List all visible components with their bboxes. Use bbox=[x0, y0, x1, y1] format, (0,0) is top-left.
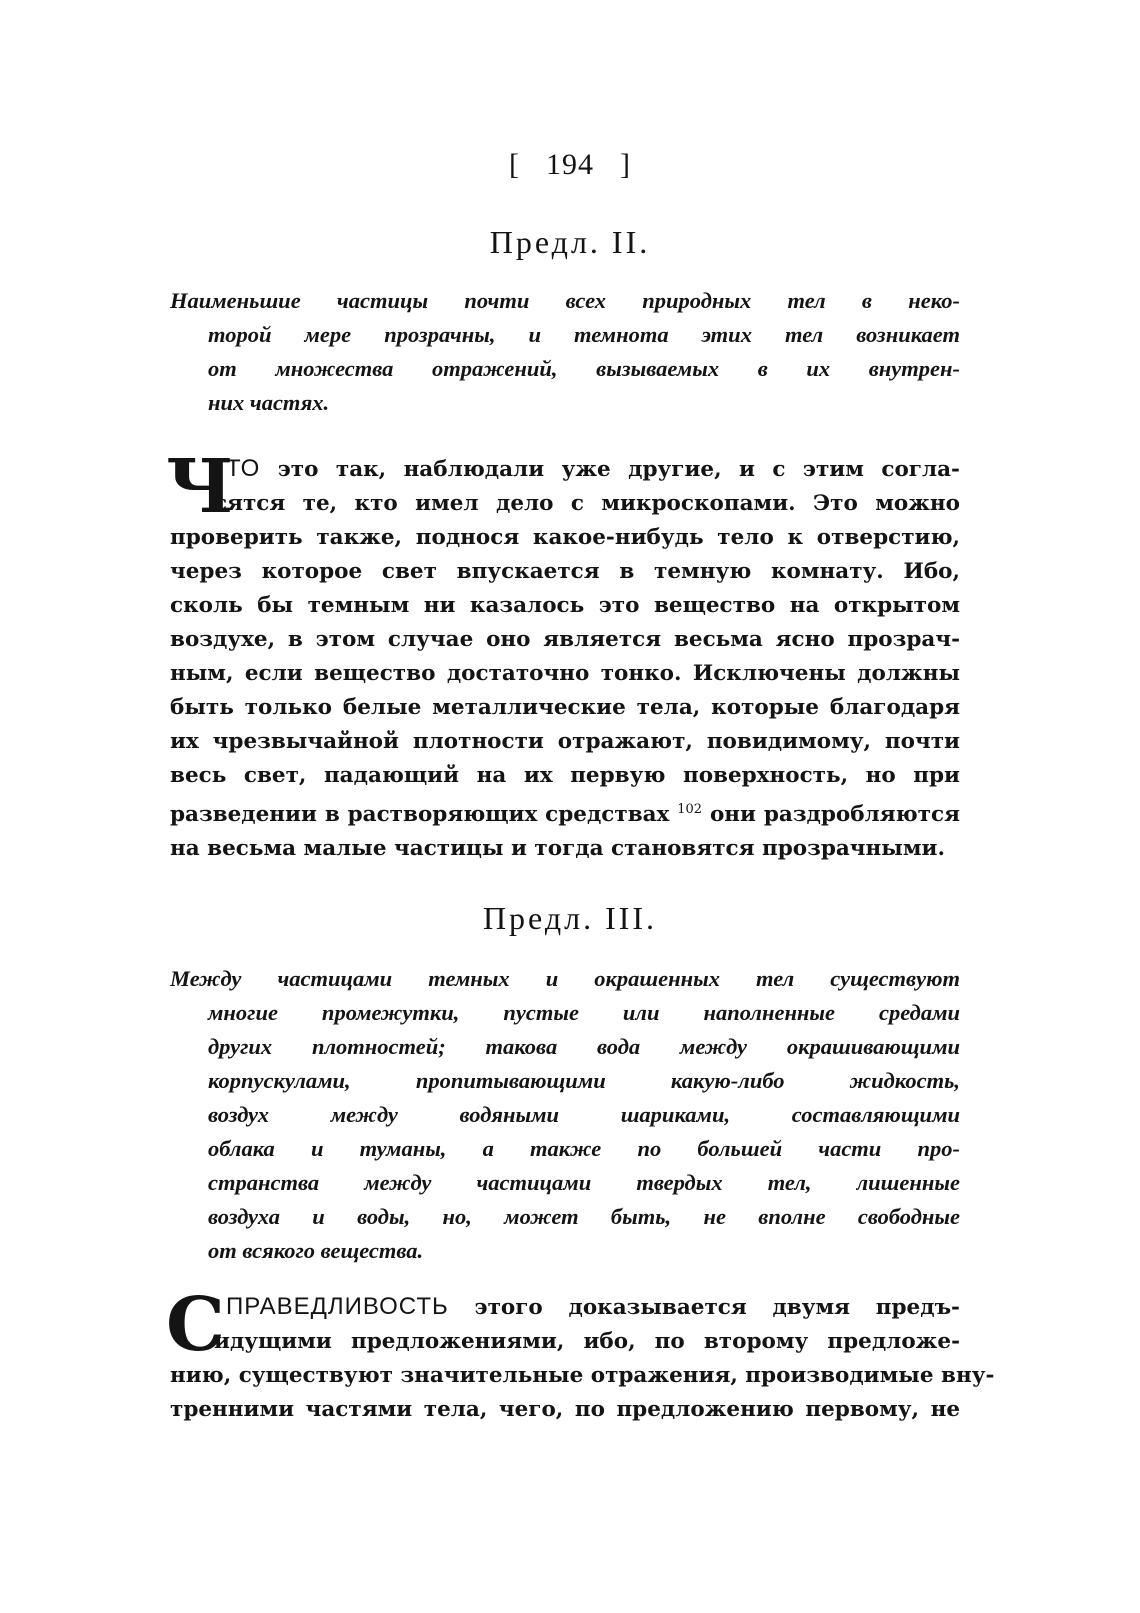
statement-line: многие промежутки, пустые или наполненные средами bbox=[208, 1000, 960, 1025]
body-line: ным, если вещество достаточно тонко. Исключены должны bbox=[170, 661, 960, 686]
statement-line: корпускулами, пропитывающими какую-либо жидкость, bbox=[208, 1068, 960, 1093]
statement-line: Между частицами темных и окрашенных тел существуют bbox=[170, 966, 960, 991]
body-line: через которое свет впускается в темную комнату. Ибо, bbox=[170, 559, 960, 584]
statement-line: от множества отражений, вызываемых в их внутрен- bbox=[208, 356, 960, 381]
statement-line: странства между частицами твердых тел, лишенные bbox=[208, 1170, 960, 1195]
body-text: они раздробляются bbox=[709, 802, 960, 828]
body-text: этого доказывается двумя предъ- bbox=[474, 1295, 960, 1320]
first-word: ПРАВЕДЛИВОСТЬ bbox=[226, 1293, 449, 1320]
body-line: проверить также, поднося какое-нибудь тело к отверстию, bbox=[170, 525, 960, 550]
page-number-header bbox=[0, 148, 1140, 182]
body-line bbox=[170, 452, 960, 487]
bracket-right: ] bbox=[620, 148, 631, 181]
statement-line: Наименьшие частицы почти всех природных тел в неко- bbox=[170, 288, 960, 313]
statement-line: них частях. bbox=[208, 390, 330, 415]
body-line: идущими предложениями, ибо, по второму предложе- bbox=[214, 1329, 960, 1354]
proposition-heading-2: Предл. II. bbox=[489, 224, 651, 260]
proposition-statement-3 bbox=[170, 962, 960, 1268]
body-line bbox=[170, 1290, 960, 1325]
body-line bbox=[170, 793, 960, 832]
bracket-left: [ bbox=[509, 148, 520, 181]
body-line: быть только белые металлические тела, которые благодаря bbox=[170, 695, 960, 720]
proposition-heading-3: Предл. III. bbox=[482, 900, 658, 936]
first-word: ТО bbox=[226, 455, 261, 482]
statement-line: воздух между водяными шариками, составляющими bbox=[208, 1102, 960, 1127]
body-line: тренними частями тела, чего, по предложению первому, не bbox=[170, 1397, 960, 1422]
body-line: сколь бы темным ни казалось это вещество на открытом bbox=[170, 593, 960, 618]
proposition-statement-2 bbox=[170, 284, 960, 420]
statement-line: торой мере прозрачны, и темнота этих тел возникает bbox=[208, 322, 960, 347]
drop-cap-letter: С bbox=[166, 1282, 225, 1368]
body-line: их чрезвычайной плотности отражают, повидимому, почти bbox=[170, 729, 960, 754]
body-line: на весьма малые частицы и тогда становятся прозрачными. bbox=[170, 836, 945, 862]
statement-line: от всякого вещества. bbox=[208, 1238, 424, 1263]
body-text: разведении в растворяющих средствах bbox=[170, 802, 670, 828]
proposition-body-3 bbox=[170, 1290, 995, 1427]
statement-line: воздуха и воды, но, может быть, не вполне свободные bbox=[208, 1204, 960, 1229]
body-line: нию, существуют значительные отражения, производимые вну- bbox=[170, 1363, 995, 1388]
footnote-ref: 102 bbox=[677, 802, 703, 817]
drop-cap-letter: Ч bbox=[166, 444, 234, 530]
statement-line: других плотностей; такова вода между окрашивающими bbox=[208, 1034, 960, 1059]
body-text: это так, наблюдали уже другие, и с этим согла- bbox=[277, 457, 960, 482]
body-line: весь свет, падающий на их первую поверхность, но при bbox=[170, 763, 960, 788]
body-line: сятся те, кто имел дело с микроскопами. Это можно bbox=[214, 491, 960, 516]
body-line: воздухе, в этом случае оно является весьма ясно прозрач- bbox=[170, 627, 960, 652]
statement-line: облака и туманы, а также по большей части про- bbox=[208, 1136, 960, 1161]
page-number: 194 bbox=[546, 148, 594, 181]
proposition-body-2 bbox=[170, 452, 960, 866]
